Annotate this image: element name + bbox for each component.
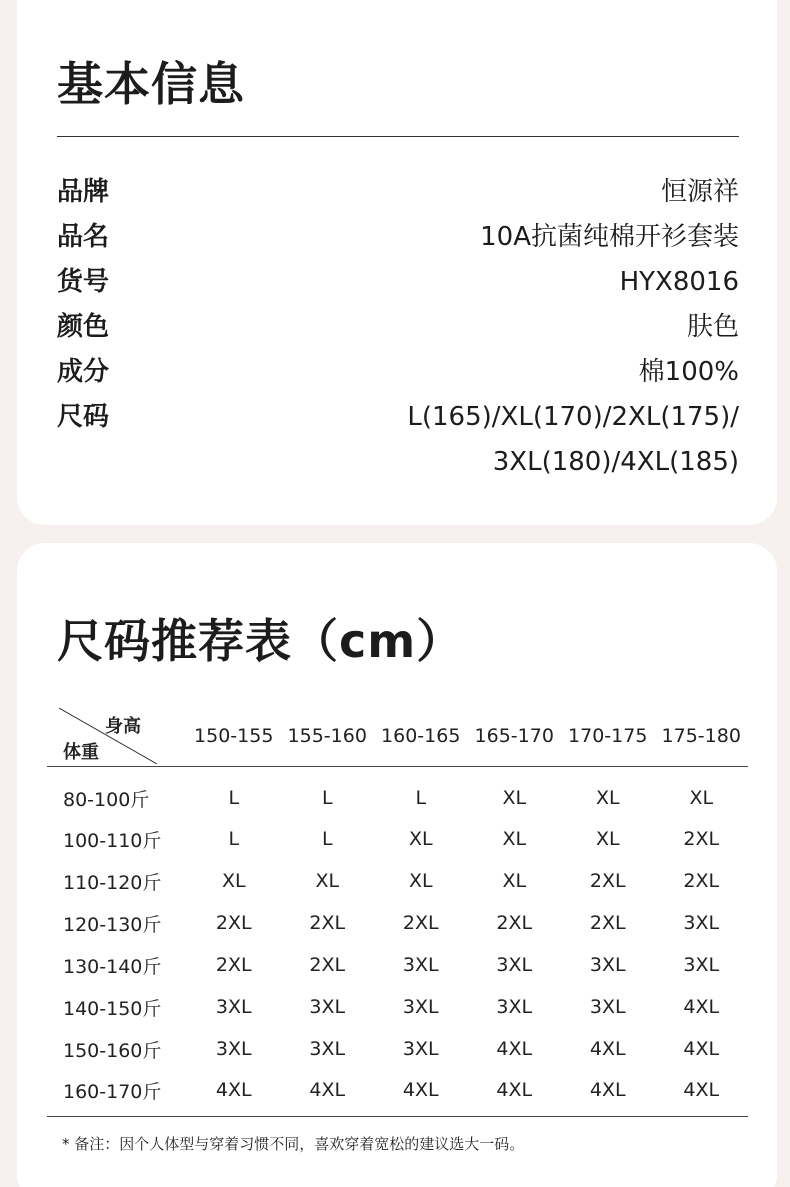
- table-row: [47, 766, 748, 818]
- info-row: [57, 350, 739, 395]
- size-cell: XL: [502, 870, 527, 892]
- table-row: [47, 944, 748, 986]
- size-cell: 4XL: [589, 1038, 626, 1060]
- size-cell: 2XL: [496, 912, 533, 934]
- height-column-header: 160-165: [381, 724, 461, 747]
- size-cell: XL: [502, 828, 527, 850]
- size-cell: 4XL: [683, 996, 720, 1018]
- divider: [57, 136, 739, 137]
- size-cell: 2XL: [215, 954, 252, 976]
- size-note: * 备注：因个人体型与穿着习惯不同，喜欢穿着宽松的建议选大一码。: [62, 1135, 525, 1153]
- table-header-row: [47, 706, 748, 766]
- info-key: 尺码: [57, 402, 110, 432]
- table-row: [47, 1028, 748, 1070]
- table-body: [47, 766, 748, 1116]
- size-cell: XL: [502, 787, 527, 810]
- height-column-header: 165-170: [474, 724, 554, 747]
- size-cell: 3XL: [589, 954, 626, 976]
- size-cell: 3XL: [309, 1038, 346, 1060]
- size-cell: 3XL: [589, 996, 626, 1018]
- info-value: [639, 350, 739, 395]
- size-cell: 2XL: [589, 870, 626, 892]
- size-cell: 4XL: [215, 1079, 252, 1101]
- basic-info-title: 基本信息: [57, 57, 245, 111]
- size-cell: 4XL: [589, 1079, 626, 1101]
- info-value-line: HYX8016: [619, 267, 739, 297]
- info-row: [57, 395, 739, 485]
- info-value: [480, 215, 739, 260]
- info-list: [57, 170, 739, 485]
- info-value-line: 10A抗菌纯棉开衫套装: [480, 222, 739, 252]
- info-value: [661, 170, 739, 215]
- weight-cell: 150-160斤: [63, 1039, 162, 1062]
- weight-cell: 130-140斤: [63, 955, 162, 978]
- size-cell: XL: [408, 828, 433, 850]
- info-value-line: 棉100%: [638, 357, 739, 387]
- info-row: [57, 260, 739, 305]
- size-cell: 2XL: [589, 912, 626, 934]
- info-value-line: 恒源祥: [660, 177, 739, 207]
- info-row: [57, 305, 739, 350]
- info-key: 品牌: [57, 177, 110, 207]
- size-cell: L: [321, 787, 333, 810]
- size-cell: 3XL: [496, 996, 533, 1018]
- size-cell: 3XL: [496, 954, 533, 976]
- size-cell: XL: [595, 828, 620, 850]
- info-row: [57, 170, 739, 215]
- height-column-header: 155-160: [287, 724, 367, 747]
- weight-cell: 140-150斤: [63, 997, 162, 1020]
- size-cell: 4XL: [683, 1038, 720, 1060]
- weight-axis-label: 体重: [63, 742, 99, 763]
- size-cell: XL: [221, 870, 246, 892]
- size-cell: 3XL: [683, 954, 720, 976]
- size-cell: L: [228, 787, 240, 810]
- size-cell: L: [415, 787, 427, 810]
- size-table: [47, 706, 748, 1116]
- size-chart-card: [17, 543, 777, 1187]
- size-cell: 2XL: [402, 912, 439, 934]
- weight-cell: 160-170斤: [63, 1080, 162, 1103]
- size-cell: L: [321, 828, 333, 850]
- size-cell: 3XL: [215, 996, 252, 1018]
- info-row: [57, 215, 739, 260]
- height-column-header: 175-180: [661, 724, 741, 747]
- info-key: 颜色: [57, 312, 110, 342]
- info-value: [687, 305, 739, 350]
- weight-cell: 120-130斤: [63, 913, 162, 936]
- basic-info-card: [17, 0, 777, 525]
- size-table-wrap: [47, 706, 748, 1117]
- weight-cell: 100-110斤: [63, 829, 162, 852]
- info-key: 品名: [57, 222, 110, 252]
- size-cell: XL: [315, 870, 340, 892]
- size-cell: 3XL: [402, 996, 439, 1018]
- table-row: [47, 1070, 748, 1116]
- size-cell: XL: [408, 870, 433, 892]
- table-corner-cell: [47, 706, 187, 766]
- height-axis-label: 身高: [105, 716, 141, 737]
- info-key: 成分: [57, 357, 110, 387]
- size-cell: 4XL: [402, 1079, 439, 1101]
- size-cell: 4XL: [309, 1079, 346, 1101]
- info-value-line: L(165)/XL(170)/2XL(175)/: [407, 402, 739, 432]
- size-cell: 2XL: [309, 912, 346, 934]
- info-value: [620, 260, 739, 305]
- height-column-header: 150-155: [194, 724, 274, 747]
- size-cell: 2XL: [309, 954, 346, 976]
- weight-cell: 80-100斤: [63, 788, 150, 811]
- size-cell: 2XL: [683, 870, 720, 892]
- size-cell: 3XL: [402, 1038, 439, 1060]
- info-value-line: 3XL(180)/4XL(185): [492, 447, 739, 477]
- size-cell: 2XL: [683, 828, 720, 850]
- size-cell: 2XL: [215, 912, 252, 934]
- size-cell: 4XL: [496, 1079, 533, 1101]
- table-bottom-rule: [47, 1116, 748, 1117]
- size-cell: 3XL: [683, 912, 720, 934]
- weight-cell: 110-120斤: [63, 871, 162, 894]
- size-cell: 4XL: [496, 1038, 533, 1060]
- size-cell: 4XL: [683, 1079, 720, 1101]
- table-row: [47, 902, 748, 944]
- info-key: 货号: [57, 267, 110, 297]
- info-value: [407, 395, 739, 485]
- size-chart-title: 尺码推荐表（cm）: [57, 614, 464, 668]
- size-cell: L: [228, 828, 240, 850]
- info-value-line: 肤色: [686, 312, 739, 342]
- table-row: [47, 860, 748, 902]
- size-cell: XL: [689, 787, 714, 810]
- size-cell: XL: [595, 787, 620, 810]
- height-column-header: 170-175: [568, 724, 648, 747]
- table-row: [47, 986, 748, 1028]
- size-cell: 3XL: [402, 954, 439, 976]
- size-cell: 3XL: [215, 1038, 252, 1060]
- table-row: [47, 818, 748, 860]
- size-cell: 3XL: [309, 996, 346, 1018]
